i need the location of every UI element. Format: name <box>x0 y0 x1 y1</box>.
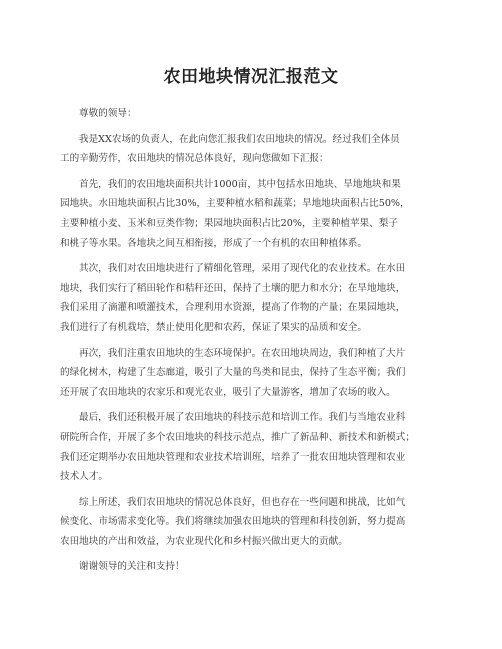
paragraph-line: 我是XX农场的负责人，在此向您汇报我们农田地块的情况。经过我们全体员 <box>79 133 400 145</box>
paragraph-4 <box>60 344 444 403</box>
paragraph-2 <box>60 175 444 253</box>
paragraph-line: 还开展了农田地块的农家乐和观光农业，吸引了大量游客，增加了农场的收入。 <box>60 386 396 398</box>
paragraph-line: 首先，我们的农田地块面积共计1000亩，其中包括水田地块、旱地地块和果 <box>79 178 401 190</box>
paragraph-line: 园地块。水田地块面积占比30%，主要种植水稻和蔬菜；旱地地块面积占比50%， <box>60 198 410 210</box>
greeting <box>60 104 444 124</box>
paragraph-line: 候变化、市场需求变化等。我们将继续加强农田地块的管理和科技创新，努力提高 <box>60 516 406 528</box>
paragraph-line: 研院所合作，开展了多个农田地块的科技示范点，推广了新品种、新技术和新模式； <box>60 431 415 443</box>
paragraph-line: 主要种植小麦、玉米和豆类作物；果园地块面积占比20%，主要种植苹果、梨子 <box>60 217 398 229</box>
paragraph-6 <box>60 493 444 552</box>
document-body <box>60 104 444 583</box>
paragraph-line: 农田地块的产出和效益，为农业现代化和乡村振兴做出更大的贡献。 <box>60 535 348 547</box>
closing <box>60 557 444 577</box>
paragraph-line: 我们采用了滴灌和喷灌技术，合理利用水资源，提高了作物的产量；在果园地块， <box>60 302 406 314</box>
paragraph-line: 综上所述，我们农田地块的情况总体良好，但也存在一些问题和挑战，比如气 <box>79 496 406 508</box>
paragraph-1 <box>60 130 444 169</box>
paragraph-line: 地块，我们实行了稻田轮作和秸秆还田，保持了土壤的肥力和水分；在旱地地块， <box>60 282 406 294</box>
closing-line: 谢谢领导的关注和支持！ <box>79 561 185 573</box>
paragraph-line: 和桃子等水果。各地块之间互相衔接，形成了一个有机的农田种植体系。 <box>60 237 367 249</box>
paragraph-line: 其次，我们对农田地块进行了精细化管理，采用了现代化的农业技术。在水田 <box>79 263 406 275</box>
document-title: 农田地块情况汇报范文 <box>163 67 339 87</box>
paragraph-3 <box>60 259 444 337</box>
paragraph-5 <box>60 408 444 486</box>
paragraph-line: 最后，我们还积极开展了农田地块的科技示范和培训工作。我们与当地农业科 <box>79 412 406 424</box>
paragraph-line: 我们进行了有机栽培，禁止使用化肥和农药，保证了果实的品质和安全。 <box>60 321 367 333</box>
paragraph-line: 工的辛勤劳作，农田地块的情况总体良好，现向您做如下汇报： <box>60 153 329 165</box>
paragraph-line: 的绿化树木，构建了生态廊道，吸引了大量的鸟类和昆虫，保持了生态平衡；我们 <box>60 367 406 379</box>
paragraph-line: 再次，我们注重农田地块的生态环境保护。在农田地块周边，我们种植了大片 <box>79 347 406 359</box>
paragraph-line: 我们还定期举办农田地块管理和农业技术培训班，培养了一批农田地块管理和农业 <box>60 451 406 463</box>
greeting-line: 尊敬的领导： <box>79 108 137 119</box>
paragraph-line: 技术人才。 <box>60 471 108 483</box>
